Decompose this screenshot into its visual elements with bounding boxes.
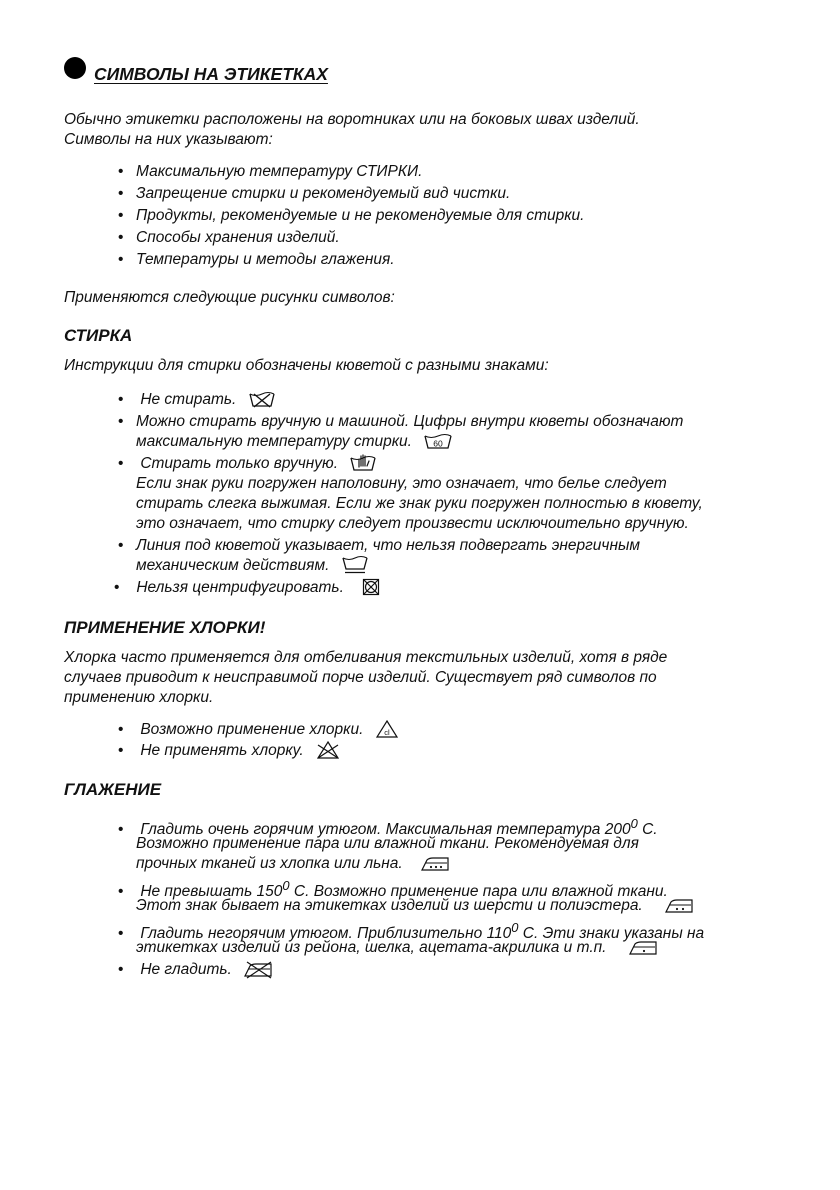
wash-hand-note-3: это означает, что стирку следует произвести исключоительно вручную.	[136, 515, 689, 532]
iron-low-text: Гладить негорячим утюгом. Приблизительно 110	[140, 925, 512, 943]
page-title: СИМВОЛЫ НА ЭТИКЕТКАХ	[94, 64, 328, 84]
wash-60-label: 60	[433, 438, 444, 449]
intro-bullet-2: • Запрещение стирки и рекомендуемый вид чистки.	[118, 184, 510, 204]
bleach-allowed-text: Возможно применение хлорки.	[140, 721, 364, 738]
intro-bullet-1: • Максимальную температуру СТИРКИ.	[118, 162, 422, 182]
wash-gentle-line-1: • Линия под кюветой указывает, что нельзя подвергать энергичным	[118, 536, 640, 556]
bleach-forbidden	[118, 741, 340, 761]
chlorine-bleach-icon	[376, 720, 398, 738]
degree-sup: 0	[630, 816, 638, 831]
wash-no-spin-text: Нельзя центрифугировать.	[136, 579, 344, 596]
intro-line-1: Обычно этикетки расположены на воротниках или на боковых швах изделий.	[64, 111, 640, 128]
bleach-intro-1: Хлорка часто применяется для отбеливания текстильных изделий, хотя в ряде	[64, 649, 668, 666]
iron-medium-line-2	[136, 896, 693, 916]
wash-intro: Инструкции для стирки обозначены кюветой с разными знаками:	[64, 357, 549, 374]
wash-hand-note-1: Если знак руки погружен наполовину, это означает, что белье следует	[136, 475, 667, 492]
iron-none	[118, 960, 272, 980]
do-not-iron-icon	[244, 962, 272, 978]
wash-machine-text: максимальную температуру стирки.	[136, 433, 412, 450]
degree-sup: 0	[282, 878, 290, 893]
iron-heading: ГЛАЖЕНИЕ	[64, 780, 162, 799]
iron-low-line-2	[136, 938, 657, 958]
degree-sup: 0	[511, 920, 519, 935]
wash-60-icon	[424, 434, 452, 450]
intro-bullet-4: • Способы хранения изделий.	[118, 228, 340, 248]
do-not-tumble-dry-icon	[362, 578, 380, 596]
iron-one-dot-icon	[629, 940, 657, 956]
chlorine-bleach-label: cl	[383, 728, 390, 737]
wash-hand-line	[118, 454, 376, 474]
iron-hot-line-3-text: прочных тканей из хлопка или льна.	[136, 855, 403, 872]
wash-gentle-text: механическим действиям.	[136, 557, 330, 574]
wash-gentle-line-2	[136, 556, 368, 576]
wash-heading: СТИРКА	[64, 326, 133, 345]
iron-hot-unit: С.	[637, 821, 658, 839]
hand-wash-icon	[350, 454, 376, 472]
do-not-wash-icon	[249, 392, 275, 408]
bleach-heading: ПРИМЕНЕНИЕ ХЛОРКИ!	[64, 618, 266, 637]
bleach-forbidden-text: Не применять хлорку.	[140, 742, 304, 759]
wash-machine-line-1: • Можно стирать вручную и машиной. Цифры внутри кюветы обозначают	[118, 412, 683, 432]
bleach-allowed	[118, 720, 398, 740]
iron-medium-line-2-text: Этот знак бывает на этикетках изделий из шерсти и полиэстера.	[136, 897, 643, 914]
iron-hot-text: Гладить очень горячим утюгом. Максимальная температура 200	[140, 821, 631, 839]
wash-no-wash-text: Не стирать.	[140, 391, 237, 408]
intro-line-2: Символы на них указывают:	[64, 131, 273, 148]
wash-hand-text: Стирать только вручную.	[140, 455, 339, 472]
intro-bullet-5: • Температуры и методы глажения.	[118, 250, 395, 270]
wash-hand-note-2: стирать слегка выжимая. Если же знак руки погружен полностью в кювету,	[136, 495, 703, 512]
iron-hot-line-2: Возможно применение пара или влажной ткани. Рекомендуемая для	[136, 835, 639, 852]
section-bullet-icon	[64, 57, 86, 79]
iron-medium-rest: С. Возможно применение пара или влажной ткани.	[289, 883, 668, 901]
iron-low-rest: С. Эти знаки указаны на	[518, 925, 705, 943]
wash-no-wash	[118, 390, 275, 410]
gentle-wash-icon	[342, 556, 368, 574]
iron-hot-line-3	[136, 854, 449, 874]
iron-two-dots-icon	[665, 898, 693, 914]
wash-machine-line-2	[136, 432, 452, 452]
bleach-intro-3: применению хлорки.	[64, 689, 214, 706]
iron-medium-text: Не превышать 150	[140, 883, 283, 901]
iron-low-line-2-text: этикетках изделий из рейона, шелка, ацетата-акрилика и т.п.	[136, 939, 607, 956]
applied-line: Применяются следующие рисунки символов:	[64, 289, 395, 306]
iron-none-text: Не гладить.	[140, 961, 232, 978]
intro-bullet-3: • Продукты, рекомендуемые и не рекомендуемые для стирки.	[118, 206, 584, 226]
wash-no-spin	[114, 578, 380, 598]
do-not-bleach-icon	[316, 741, 340, 759]
iron-three-dots-icon	[421, 856, 449, 872]
bleach-intro-2: случаев приводит к неисправимой порче изделий. Существует ряд символов по	[64, 669, 657, 686]
